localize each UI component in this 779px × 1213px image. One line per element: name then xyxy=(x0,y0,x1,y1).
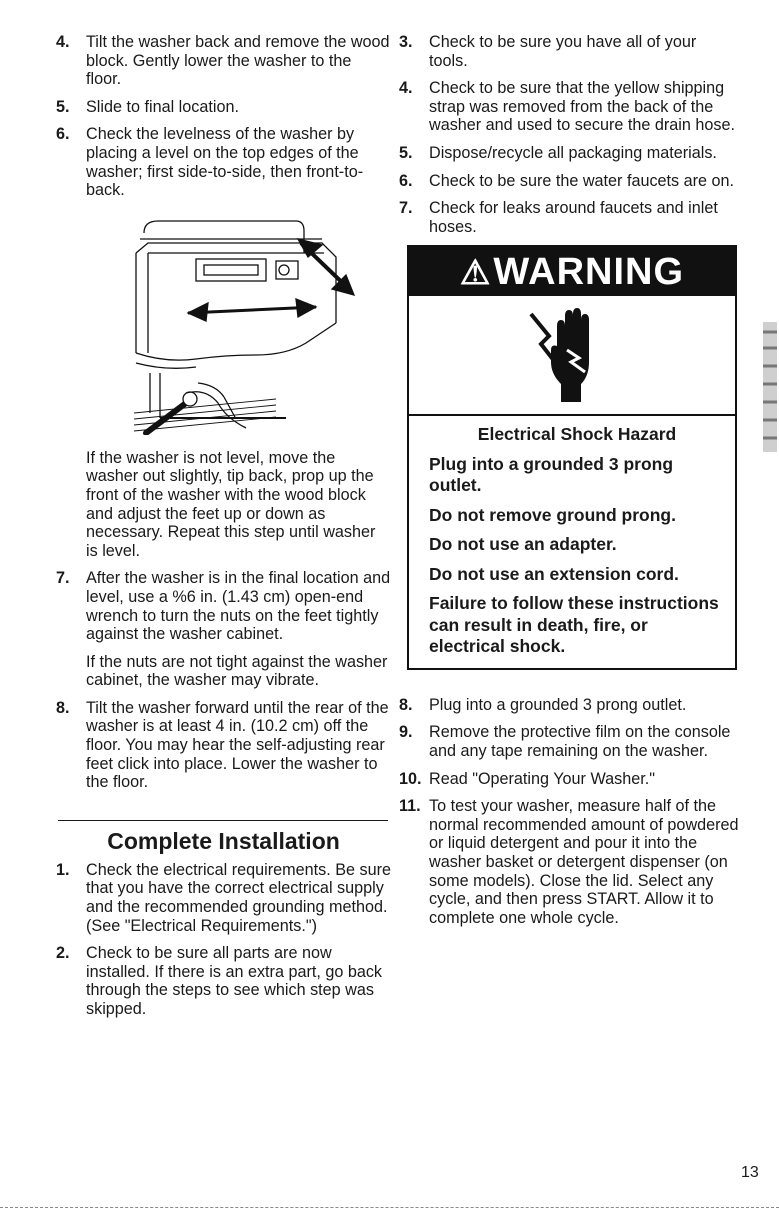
section-divider xyxy=(58,820,388,821)
bottom-edge xyxy=(0,1207,779,1208)
step-4-left xyxy=(56,33,391,89)
electric-shock-hand-icon xyxy=(521,306,621,406)
step-5-right xyxy=(399,144,739,163)
side-tab-mark xyxy=(762,322,778,452)
step-3-right xyxy=(399,33,739,70)
step-text: Plug into a grounded 3 prong outlet. xyxy=(429,695,687,714)
step-text: Check the levelness of the washer by placing a level on the top edges of the washer; first side-to-side, then front-to-back. xyxy=(86,125,364,200)
step-number: 7. xyxy=(399,199,413,218)
final-steps xyxy=(399,696,739,928)
warning-label: WARNING xyxy=(493,251,685,294)
step-5-left xyxy=(56,98,391,117)
step-text: Tilt the washer forward until the rear of the washer is at least 4 in. (10.2 cm) off the floor. You may hear the self-adjusting rear feet click into place. Lower the washer to the floor. xyxy=(86,698,389,792)
step-number: 8. xyxy=(399,695,413,714)
step-7-right xyxy=(399,199,739,236)
step-number: 7. xyxy=(56,569,70,588)
warning-box xyxy=(407,245,737,670)
warning-icon-area xyxy=(409,296,735,416)
step-4-right xyxy=(399,79,739,135)
right-column xyxy=(399,33,739,936)
complete-step-2 xyxy=(56,944,391,1018)
washer-leveling-illustration xyxy=(126,213,366,435)
step-8-right xyxy=(399,696,739,715)
nuts-note: If the nuts are not tight against the washer cabinet, the washer may vibrate. xyxy=(86,652,388,690)
level-instructions: If the washer is not level, move the washer out slightly, tip back, prop up the front of the washer with the wood block and adjust the feet up or down as necessary. Repeat this step until washer is level. xyxy=(86,448,376,560)
step-text: Check to be sure you have all of your tools. xyxy=(429,33,697,70)
warning-line: Do not use an extension cord. xyxy=(429,563,679,584)
step-text: Slide to final location. xyxy=(86,97,239,116)
warning-line: Plug into a grounded 3 prong outlet. xyxy=(429,453,674,496)
section-title: Complete Installation xyxy=(107,827,340,854)
step-number: 9. xyxy=(399,723,413,742)
step-number: 11. xyxy=(399,797,421,816)
warning-line: Do not use an adapter. xyxy=(429,534,617,555)
step-text: Tilt the washer back and remove the wood block. Gently lower the washer to the floor. xyxy=(86,33,390,89)
warning-body xyxy=(409,416,735,668)
step-text: Read "Operating Your Washer." xyxy=(429,769,655,788)
step-text: Check to be sure the water faucets are on. xyxy=(429,171,735,190)
step-7-left xyxy=(56,569,391,643)
step-8-left xyxy=(56,699,391,792)
warning-line: Do not remove ground prong. xyxy=(429,504,676,525)
step-text: Dispose/recycle all packaging materials. xyxy=(429,143,717,162)
step-text: To test your washer, measure half of the normal recommended amount of powdered or liquid detergent and pour it into the washer basket or detergent dispenser (on some models). Close the lid. Select any cycle, and then press START. Allow it to complete one whole cycle. xyxy=(429,797,739,927)
step-text: Check for leaks around faucets and inlet hoses. xyxy=(429,199,718,236)
step-text: Remove the protective film on the console and any tape remaining on the washer. xyxy=(429,723,731,761)
step-text: Check to be sure that the yellow shipping strap was removed from the back of the washer and used to secure the drain hose. xyxy=(429,79,735,135)
step-number: 3. xyxy=(399,33,413,51)
left-column xyxy=(56,33,391,1028)
step-10-right xyxy=(399,770,739,789)
step-text: After the washer is in the final location and level, use a %6 in. (1.43 cm) open-end wrench to turn the nuts on the feet tightly against the washer cabinet. xyxy=(86,569,391,644)
step-6-left xyxy=(56,125,391,199)
step-6-right xyxy=(399,172,739,191)
page-number: 13 xyxy=(741,1164,759,1181)
step-number: 6. xyxy=(56,125,70,144)
step-number: 2. xyxy=(56,944,70,963)
step-text: Check to be sure all parts are now installed. If there is an extra part, go back through the steps to see which step was skipped. xyxy=(86,944,383,1018)
step-number: 1. xyxy=(56,860,70,879)
step-number: 4. xyxy=(399,79,413,98)
step-9-right xyxy=(399,723,739,760)
warning-header xyxy=(409,247,735,296)
hazard-title: Electrical Shock Hazard xyxy=(477,424,677,445)
warning-triangle-icon: ⚠ xyxy=(459,254,492,293)
step-number: 4. xyxy=(56,33,70,51)
step-number: 5. xyxy=(56,97,70,116)
step-number: 10. xyxy=(399,769,422,788)
step-number: 6. xyxy=(399,171,413,190)
complete-step-1 xyxy=(56,861,391,935)
step-number: 8. xyxy=(56,698,70,717)
warning-line: Failure to follow these instructions can result in death, fire, or electrical shock. xyxy=(429,593,719,657)
step-text: Check the electrical requirements. Be sure that you have the correct electrical supply and the recommended grounding method. (See "Electrical Requirements.") xyxy=(86,860,392,935)
step-11-right xyxy=(399,797,739,927)
step-number: 5. xyxy=(399,143,413,162)
